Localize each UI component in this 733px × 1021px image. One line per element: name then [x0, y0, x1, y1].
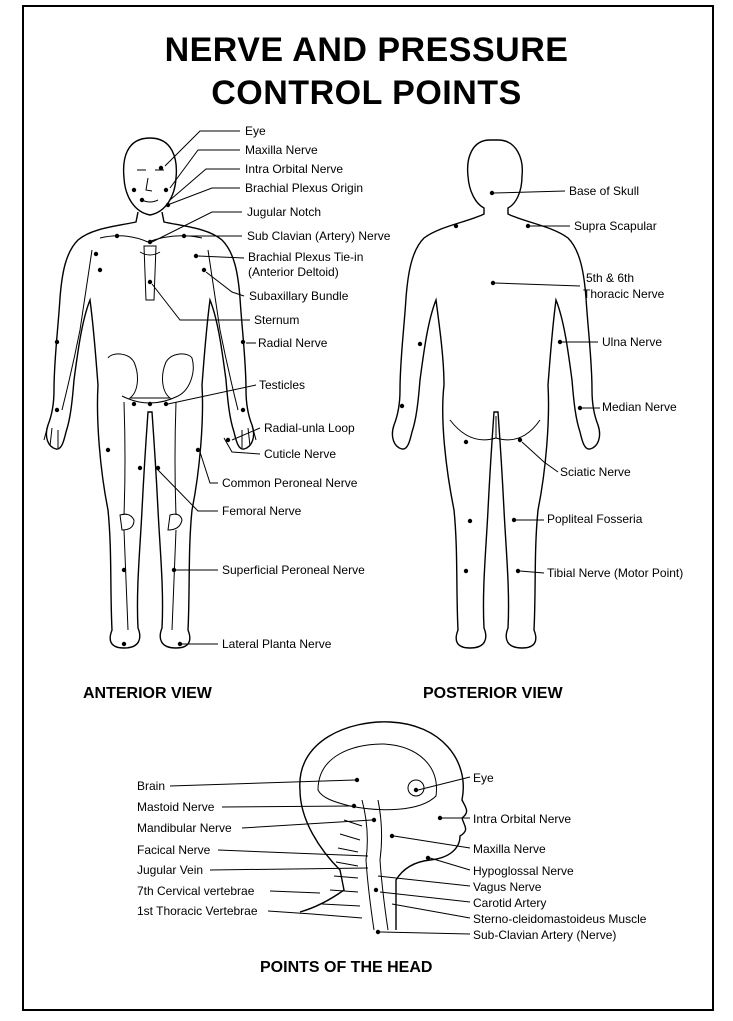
label-common-peroneal-nerve: Common Peroneal Nerve: [222, 476, 358, 490]
label-mastoid-nerve: Mastoid Nerve: [137, 800, 215, 814]
label-median-nerve: Median Nerve: [602, 400, 677, 414]
label-thoracic-vertebrae: 1st Thoracic Vertebrae: [137, 904, 258, 918]
anterior-view-label: ANTERIOR VIEW: [83, 685, 212, 702]
label-eye: Eye: [245, 124, 266, 138]
label-cuticle-nerve: Cuticle Nerve: [264, 447, 337, 461]
label-tibial-nerve: Tibial Nerve (Motor Point): [547, 566, 684, 580]
label-intra-orbital-nerve: Intra Orbital Nerve: [245, 162, 344, 176]
label-head-maxilla-nerve: Maxilla Nerve: [473, 842, 546, 856]
label-vagus-nerve: Vagus Nerve: [473, 880, 542, 894]
label-base-of-skull: Base of Skull: [569, 184, 640, 198]
label-superficial-peroneal-nerve: Superficial Peroneal Nerve: [222, 563, 365, 577]
label-maxilla-nerve: Maxilla Nerve: [245, 143, 318, 157]
label-cervical-vertebrae: 7th Cervical vertebrae: [137, 884, 255, 898]
label-sternum: Sternum: [254, 313, 300, 327]
label-jugular-vein: Jugular Vein: [137, 863, 204, 877]
label-radial-nerve: Radial Nerve: [258, 336, 328, 350]
label-brachial-plexus-tie-in: Brachial Plexus Tie-in: [248, 250, 364, 264]
head-view-label: POINTS OF THE HEAD: [260, 959, 433, 976]
label-sub-clavian-nerve: Sub Clavian (Artery) Nerve: [247, 229, 391, 243]
label-mandibular-nerve: Mandibular Nerve: [137, 821, 232, 835]
label-subaxillary-bundle: Subaxillary Bundle: [249, 289, 349, 303]
label-popliteal-fosseria: Popliteal Fosseria: [547, 512, 643, 526]
label-sciatic-nerve: Sciatic Nerve: [560, 465, 631, 479]
label-ulna-nerve: Ulna Nerve: [602, 335, 663, 349]
label-jugular-notch: Jugular Notch: [247, 205, 322, 219]
label-testicles: Testicles: [259, 378, 306, 392]
page-title-line-1: NERVE AND PRESSURE: [164, 31, 569, 69]
label-thoracic-nerve-line-1: 5th & 6th: [586, 271, 635, 285]
label-hypoglossal-nerve: Hypoglossal Nerve: [473, 864, 574, 878]
label-thoracic-nerve-line-2: Thoracic Nerve: [583, 287, 665, 301]
label-carotid-artery: Carotid Artery: [473, 896, 547, 910]
label-facical-nerve: Facical Nerve: [137, 843, 211, 857]
label-head-intra-orbital-nerve: Intra Orbital Nerve: [473, 812, 572, 826]
label-lateral-planta-nerve: Lateral Planta Nerve: [222, 637, 332, 651]
label-femoral-nerve: Femoral Nerve: [222, 504, 302, 518]
posterior-view-label: POSTERIOR VIEW: [423, 685, 563, 702]
label-brachial-plexus-origin: Brachial Plexus Origin: [245, 181, 364, 195]
label-sub-clavian-artery: Sub-Clavian Artery (Nerve): [473, 928, 617, 942]
page-title-line-2: CONTROL POINTS: [211, 74, 522, 112]
label-anterior-deltoid: (Anterior Deltoid): [248, 265, 339, 279]
label-supra-scapular: Supra Scapular: [574, 219, 657, 233]
label-head-eye: Eye: [473, 771, 494, 785]
label-radial-ulna-loop: Radial-unla Loop: [264, 421, 355, 435]
label-brain: Brain: [137, 779, 166, 793]
label-sterno-cleidomastoideus: Sterno-cleidomastoideus Muscle: [473, 912, 647, 926]
